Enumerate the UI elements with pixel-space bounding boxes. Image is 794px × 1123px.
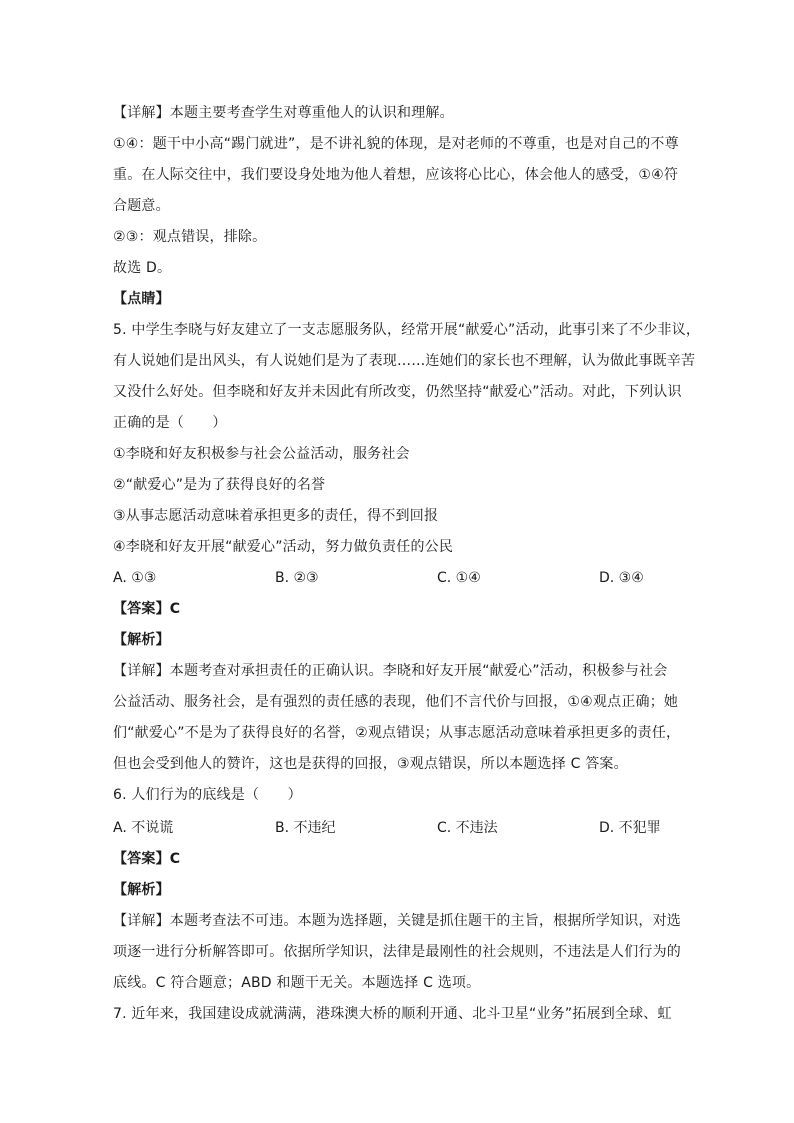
q4-paragraph-line-2: 重。在人际交往中，我们要设身处地为他人着想，应该将心比心，体会他人的感受，①④符 <box>113 167 679 183</box>
q4-paragraph-line-1: ①④：题干中小高“踢门就进”，是不讲礼貌的体现，是对老师的不尊重，也是对自己的不尊 <box>113 136 679 152</box>
q6-answer: 【答案】C <box>113 851 181 867</box>
q5-detail-line-3: 们“献爱心”不是为了获得良好的名誉，②观点错误；从事志愿活动意味着承担更多的责任， <box>113 725 681 741</box>
q4-paragraph-2: ②③：观点错误，排除。 <box>113 229 267 245</box>
q6-option-c: C. 不违法 <box>437 820 498 836</box>
q4-paragraph-line-3: 合题意。 <box>113 198 170 214</box>
q5-detail-line-4: 但也会受到他人的赞许，这也是获得的回报，③观点错误，所以本题选择 C 答案。 <box>113 756 628 772</box>
q7-stem-line-1: 7. 近年来，我国建设成就满满，港珠澳大桥的顺利开通、北斗卫星“业务”拓展到全球、虹 <box>113 1006 672 1022</box>
q5-option-c: C. ①④ <box>437 570 481 586</box>
q5-item-3: ③从事志愿活动意味着承担更多的责任，得不到回报 <box>113 508 439 524</box>
q5-option-d: D. ③④ <box>599 570 644 586</box>
q5-analysis-heading: 【解析】 <box>113 632 170 648</box>
q5-detail-line-1: 【详解】本题考查对承担责任的正确认识。李晓和好友开展“献爱心”活动，积极参与社会 <box>113 663 668 679</box>
q4-comment-heading: 【点睛】 <box>113 291 170 307</box>
q6-detail-line-2: 项逐一进行分析解答即可。依据所学知识，法律是最刚性的社会规则，不违法是人们行为的 <box>113 944 681 960</box>
q5-item-1: ①李晓和好友积极参与社会公益活动，服务社会 <box>113 446 410 462</box>
q5-detail-line-2: 公益活动、服务社会，是有强烈的责任感的表现，他们不言代价与回报，①④观点正确；她 <box>113 694 679 710</box>
q6-detail-line-1: 【详解】本题考查法不可违。本题为选择题，关键是抓住题干的主旨，根据所学知识，对选 <box>113 913 681 929</box>
q5-stem-line-1: 5. 中学生李晓与好友建立了一支志愿服务队，经常开展“献爱心”活动，此事引来了不少非议， <box>113 322 701 338</box>
q5-stem-line-4: 正确的是（ ） <box>113 415 227 431</box>
q5-stem-line-2: 有人说她们是出风头，有人说她们是为了表现……连她们的家长也不理解，认为做此事既辛苦 <box>113 353 696 369</box>
q6-detail-line-3: 底线。C 符合题意；ABD 和题干无关。本题选择 C 选项。 <box>113 975 481 991</box>
q6-option-a: A. 不说谎 <box>113 820 174 836</box>
q5-stem-line-3: 又没什么好处。但李晓和好友并未因此有所改变，仍然坚持“献爱心”活动。对此，下列认识 <box>113 384 682 400</box>
q5-option-b: B. ②③ <box>275 570 319 586</box>
q5-option-a: A. ①③ <box>113 570 157 586</box>
q6-analysis-heading: 【解析】 <box>113 882 170 898</box>
q5-item-4: ④李晓和好友开展“献爱心”活动，努力做负责任的公民 <box>113 539 454 555</box>
q5-answer: 【答案】C <box>113 601 181 617</box>
q6-option-b: B. 不违纪 <box>275 820 336 836</box>
q6-option-d: D. 不犯罪 <box>599 820 661 836</box>
q5-item-2: ②“献爱心”是为了获得良好的名誉 <box>113 477 326 493</box>
q4-choose: 故选 D。 <box>113 260 172 276</box>
q6-stem: 6. 人们行为的底线是（ ） <box>113 787 302 803</box>
q4-detail: 【详解】本题主要考查学生对尊重他人的认识和理解。 <box>113 105 454 121</box>
